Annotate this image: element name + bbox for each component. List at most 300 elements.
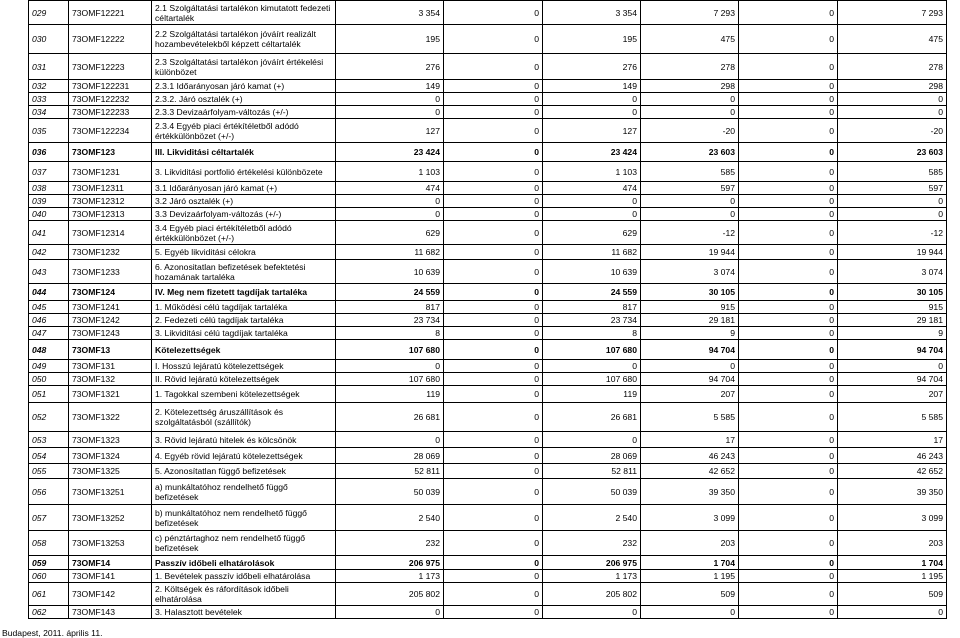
- value-2: 0: [444, 583, 543, 606]
- row-code: 046: [29, 314, 69, 327]
- value-4: 94 704: [641, 340, 739, 360]
- table-row: [29, 386, 947, 403]
- row-id: 73OMF12312: [69, 195, 152, 208]
- value-4: -20: [641, 119, 739, 143]
- value-2: 0: [444, 314, 543, 327]
- value-2: 0: [444, 373, 543, 386]
- value-3: 205 802: [543, 583, 641, 606]
- value-2: 0: [444, 301, 543, 314]
- value-2: 0: [444, 106, 543, 119]
- row-code: 052: [29, 403, 69, 432]
- balance-sheet-table: [28, 0, 947, 619]
- value-5: 0: [739, 54, 838, 80]
- row-label: 2.3.2. Járó osztalék (+): [152, 93, 336, 106]
- table-row: [29, 284, 947, 301]
- value-2: 0: [444, 403, 543, 432]
- value-5: 0: [739, 373, 838, 386]
- value-4: 0: [641, 93, 739, 106]
- value-1: 119: [336, 386, 444, 403]
- value-4: 7 293: [641, 1, 739, 25]
- value-6: 19 944: [838, 245, 947, 260]
- value-6: 597: [838, 182, 947, 195]
- value-3: 24 559: [543, 284, 641, 301]
- row-id: 73OMF142: [69, 583, 152, 606]
- row-id: 73OMF12311: [69, 182, 152, 195]
- value-3: 474: [543, 182, 641, 195]
- value-6: 39 350: [838, 479, 947, 505]
- value-5: 0: [739, 314, 838, 327]
- row-label: 2. Kötelezettség áruszállítások és szolgáltatásból (szállítók): [152, 403, 336, 432]
- value-1: 205 802: [336, 583, 444, 606]
- row-label: 2.1 Szolgáltatási tartalékon kimutatott fedezeti céltartalék: [152, 1, 336, 25]
- value-1: 1 103: [336, 162, 444, 182]
- row-label: 4. Egyéb rövid lejáratú kötelezettségek: [152, 448, 336, 464]
- value-3: 0: [543, 432, 641, 448]
- value-3: 0: [543, 208, 641, 221]
- row-id: 73OMF12314: [69, 221, 152, 245]
- table-row: [29, 606, 947, 619]
- table-row: [29, 260, 947, 284]
- value-2: 0: [444, 119, 543, 143]
- footer-date: Budapest, 2011. április 11.: [2, 628, 103, 638]
- value-3: 8: [543, 327, 641, 340]
- value-5: 0: [739, 143, 838, 162]
- value-5: 0: [739, 556, 838, 570]
- value-5: 0: [739, 119, 838, 143]
- value-2: 0: [444, 195, 543, 208]
- value-5: 0: [739, 432, 838, 448]
- row-label: IV. Meg nem fizetett tagdíjak tartaléka: [152, 284, 336, 301]
- row-label: 2.3.1 Időarányosan járó kamat (+): [152, 80, 336, 93]
- row-label: 6. Azonositatlan befizetések befektetési hozamának tartaléka: [152, 260, 336, 284]
- value-6: 9: [838, 327, 947, 340]
- value-1: 28 069: [336, 448, 444, 464]
- value-5: 0: [739, 80, 838, 93]
- value-3: 28 069: [543, 448, 641, 464]
- row-code: 033: [29, 93, 69, 106]
- row-id: 73OMF1242: [69, 314, 152, 327]
- value-3: 23 734: [543, 314, 641, 327]
- value-1: 0: [336, 106, 444, 119]
- value-4: 585: [641, 162, 739, 182]
- table-row: [29, 143, 947, 162]
- row-id: 73OMF131: [69, 360, 152, 373]
- value-6: 915: [838, 301, 947, 314]
- value-5: 0: [739, 208, 838, 221]
- value-5: 0: [739, 182, 838, 195]
- row-id: 73OMF122231: [69, 80, 152, 93]
- table-row: [29, 106, 947, 119]
- row-code: 037: [29, 162, 69, 182]
- value-1: 23 734: [336, 314, 444, 327]
- value-5: 0: [739, 386, 838, 403]
- value-3: 0: [543, 606, 641, 619]
- value-2: 0: [444, 245, 543, 260]
- row-code: 042: [29, 245, 69, 260]
- row-code: 050: [29, 373, 69, 386]
- row-code: 048: [29, 340, 69, 360]
- row-label: 3.4 Egyéb piaci értékítéletből adódó értékkülönbözet (+/-): [152, 221, 336, 245]
- value-4: 278: [641, 54, 739, 80]
- row-label: 2. Fedezeti célú tagdíjak tartaléka: [152, 314, 336, 327]
- table-row: [29, 432, 947, 448]
- value-3: 0: [543, 360, 641, 373]
- row-label: III. Likviditási céltartalék: [152, 143, 336, 162]
- value-1: 127: [336, 119, 444, 143]
- row-id: 73OMF13252: [69, 505, 152, 531]
- row-id: 73OMF13: [69, 340, 152, 360]
- value-4: 30 105: [641, 284, 739, 301]
- row-id: 73OMF13251: [69, 479, 152, 505]
- value-2: 0: [444, 570, 543, 583]
- row-id: 73OMF124: [69, 284, 152, 301]
- value-6: 23 603: [838, 143, 947, 162]
- row-code: 031: [29, 54, 69, 80]
- row-code: 038: [29, 182, 69, 195]
- row-label: 3.2 Járó osztalék (+): [152, 195, 336, 208]
- table-row: [29, 25, 947, 54]
- value-3: 0: [543, 106, 641, 119]
- value-1: 0: [336, 360, 444, 373]
- value-4: 46 243: [641, 448, 739, 464]
- value-5: 0: [739, 162, 838, 182]
- value-3: 2 540: [543, 505, 641, 531]
- value-4: 3 099: [641, 505, 739, 531]
- row-code: 054: [29, 448, 69, 464]
- table-row: [29, 54, 947, 80]
- value-2: 0: [444, 162, 543, 182]
- value-6: 94 704: [838, 340, 947, 360]
- row-label: c) pénztártaghoz nem rendelhető függő befizetések: [152, 531, 336, 556]
- value-5: 0: [739, 448, 838, 464]
- value-1: 24 559: [336, 284, 444, 301]
- row-code: 040: [29, 208, 69, 221]
- value-5: 0: [739, 260, 838, 284]
- value-4: 509: [641, 583, 739, 606]
- value-6: 0: [838, 93, 947, 106]
- row-label: 3. Likviditási célú tagdíjak tartaléka: [152, 327, 336, 340]
- row-code: 055: [29, 464, 69, 479]
- row-id: 73OMF12222: [69, 25, 152, 54]
- value-1: 0: [336, 208, 444, 221]
- value-5: 0: [739, 245, 838, 260]
- row-id: 73OMF143: [69, 606, 152, 619]
- row-label: 3.1 Időarányosan járó kamat (+): [152, 182, 336, 195]
- value-1: 2 540: [336, 505, 444, 531]
- value-6: 29 181: [838, 314, 947, 327]
- value-6: 1 195: [838, 570, 947, 583]
- value-3: 107 680: [543, 373, 641, 386]
- value-1: 23 424: [336, 143, 444, 162]
- value-5: 0: [739, 25, 838, 54]
- value-4: 19 944: [641, 245, 739, 260]
- row-label: 3. Halasztott bevételek: [152, 606, 336, 619]
- table-row: [29, 570, 947, 583]
- value-4: 0: [641, 606, 739, 619]
- row-code: 057: [29, 505, 69, 531]
- value-3: 195: [543, 25, 641, 54]
- value-6: 0: [838, 106, 947, 119]
- table-row: [29, 314, 947, 327]
- value-1: 11 682: [336, 245, 444, 260]
- table-row: [29, 403, 947, 432]
- value-4: 3 074: [641, 260, 739, 284]
- value-4: 915: [641, 301, 739, 314]
- value-2: 0: [444, 221, 543, 245]
- value-2: 0: [444, 340, 543, 360]
- row-label: 5. Azonosítatlan függő befizetések: [152, 464, 336, 479]
- value-2: 0: [444, 531, 543, 556]
- value-3: 127: [543, 119, 641, 143]
- row-label: 2.2 Szolgáltatási tartalékon jóváírt realizált hozambevételekből képzett céltartalék: [152, 25, 336, 54]
- value-3: 1 103: [543, 162, 641, 182]
- table-row: [29, 340, 947, 360]
- table-row: [29, 448, 947, 464]
- table-row: [29, 505, 947, 531]
- row-code: 049: [29, 360, 69, 373]
- row-code: 051: [29, 386, 69, 403]
- value-1: 0: [336, 93, 444, 106]
- row-label: I. Hosszú lejáratú kötelezettségek: [152, 360, 336, 373]
- row-label: Passzív időbeli elhatárolások: [152, 556, 336, 570]
- value-5: 0: [739, 340, 838, 360]
- value-4: 298: [641, 80, 739, 93]
- value-1: 629: [336, 221, 444, 245]
- value-3: 52 811: [543, 464, 641, 479]
- value-3: 10 639: [543, 260, 641, 284]
- row-label: 1. Működési célú tagdíjak tartaléka: [152, 301, 336, 314]
- row-label: 2.3 Szolgáltatási tartalékon jóváírt értékelési különbözet: [152, 54, 336, 80]
- value-1: 50 039: [336, 479, 444, 505]
- table-row: [29, 327, 947, 340]
- table-row: [29, 119, 947, 143]
- value-6: 1 704: [838, 556, 947, 570]
- value-6: 0: [838, 606, 947, 619]
- value-6: 3 099: [838, 505, 947, 531]
- table-row: [29, 479, 947, 505]
- row-id: 73OMF1324: [69, 448, 152, 464]
- value-3: 1 173: [543, 570, 641, 583]
- value-6: 207: [838, 386, 947, 403]
- row-code: 029: [29, 1, 69, 25]
- table-row: [29, 360, 947, 373]
- row-code: 060: [29, 570, 69, 583]
- value-2: 0: [444, 93, 543, 106]
- row-code: 030: [29, 25, 69, 54]
- value-1: 107 680: [336, 373, 444, 386]
- value-6: 7 293: [838, 1, 947, 25]
- value-5: 0: [739, 1, 838, 25]
- table-row: [29, 373, 947, 386]
- row-id: 73OMF123: [69, 143, 152, 162]
- value-6: 585: [838, 162, 947, 182]
- row-label: 2.3.3 Devizaárfolyam-változás (+/-): [152, 106, 336, 119]
- value-4: 94 704: [641, 373, 739, 386]
- value-3: 232: [543, 531, 641, 556]
- row-id: 73OMF132: [69, 373, 152, 386]
- table-row: [29, 221, 947, 245]
- value-5: 0: [739, 106, 838, 119]
- table-row: [29, 208, 947, 221]
- value-1: 8: [336, 327, 444, 340]
- row-label: Kötelezettségek: [152, 340, 336, 360]
- value-4: 0: [641, 106, 739, 119]
- value-6: 3 074: [838, 260, 947, 284]
- value-2: 0: [444, 327, 543, 340]
- row-code: 041: [29, 221, 69, 245]
- value-1: 52 811: [336, 464, 444, 479]
- value-6: 30 105: [838, 284, 947, 301]
- row-id: 73OMF1323: [69, 432, 152, 448]
- table-row: [29, 1, 947, 25]
- table-row: [29, 464, 947, 479]
- value-4: 17: [641, 432, 739, 448]
- value-4: 9: [641, 327, 739, 340]
- value-4: 597: [641, 182, 739, 195]
- value-3: 629: [543, 221, 641, 245]
- value-1: 474: [336, 182, 444, 195]
- value-5: 0: [739, 195, 838, 208]
- value-2: 0: [444, 606, 543, 619]
- value-2: 0: [444, 479, 543, 505]
- value-2: 0: [444, 1, 543, 25]
- value-5: 0: [739, 505, 838, 531]
- row-id: 73OMF122232: [69, 93, 152, 106]
- value-5: 0: [739, 606, 838, 619]
- table-row: [29, 531, 947, 556]
- table-row: [29, 583, 947, 606]
- value-5: 0: [739, 301, 838, 314]
- value-4: 39 350: [641, 479, 739, 505]
- row-code: 058: [29, 531, 69, 556]
- value-2: 0: [444, 360, 543, 373]
- value-5: 0: [739, 570, 838, 583]
- row-label: II. Rövid lejáratú kötelezettségek: [152, 373, 336, 386]
- value-6: -12: [838, 221, 947, 245]
- row-label: 1. Tagokkal szembeni kötelezettségek: [152, 386, 336, 403]
- row-id: 73OMF1322: [69, 403, 152, 432]
- row-code: 039: [29, 195, 69, 208]
- row-label: b) munkáltatóhoz nem rendelhető függő befizetések: [152, 505, 336, 531]
- value-1: 0: [336, 606, 444, 619]
- value-3: 26 681: [543, 403, 641, 432]
- value-1: 0: [336, 195, 444, 208]
- value-4: 475: [641, 25, 739, 54]
- value-5: 0: [739, 464, 838, 479]
- value-6: 94 704: [838, 373, 947, 386]
- value-2: 0: [444, 54, 543, 80]
- value-1: 149: [336, 80, 444, 93]
- row-id: 73OMF1243: [69, 327, 152, 340]
- value-2: 0: [444, 505, 543, 531]
- row-code: 045: [29, 301, 69, 314]
- row-id: 73OMF1241: [69, 301, 152, 314]
- table-row: [29, 301, 947, 314]
- value-2: 0: [444, 182, 543, 195]
- row-id: 73OMF12221: [69, 1, 152, 25]
- value-1: 195: [336, 25, 444, 54]
- value-5: 0: [739, 327, 838, 340]
- row-code: 034: [29, 106, 69, 119]
- value-6: 0: [838, 195, 947, 208]
- value-4: 42 652: [641, 464, 739, 479]
- value-5: 0: [739, 531, 838, 556]
- row-id: 73OMF122233: [69, 106, 152, 119]
- value-1: 10 639: [336, 260, 444, 284]
- value-2: 0: [444, 386, 543, 403]
- value-2: 0: [444, 260, 543, 284]
- table-row: [29, 195, 947, 208]
- row-id: 73OMF1233: [69, 260, 152, 284]
- value-6: 509: [838, 583, 947, 606]
- row-id: 73OMF13253: [69, 531, 152, 556]
- table-body: [29, 1, 947, 619]
- value-5: 0: [739, 93, 838, 106]
- value-4: 23 603: [641, 143, 739, 162]
- row-id: 73OMF122234: [69, 119, 152, 143]
- value-4: -12: [641, 221, 739, 245]
- row-label: 2.3.4 Egyéb piaci értékítéletből adódó értékkülönbözet (+/-): [152, 119, 336, 143]
- value-2: 0: [444, 556, 543, 570]
- value-1: 206 975: [336, 556, 444, 570]
- value-2: 0: [444, 80, 543, 93]
- value-4: 0: [641, 360, 739, 373]
- value-3: 3 354: [543, 1, 641, 25]
- row-id: 73OMF1325: [69, 464, 152, 479]
- row-label: 3. Rövid lejáratú hitelek és kölcsönök: [152, 432, 336, 448]
- value-2: 0: [444, 25, 543, 54]
- value-4: 207: [641, 386, 739, 403]
- value-3: 206 975: [543, 556, 641, 570]
- value-2: 0: [444, 432, 543, 448]
- value-6: 298: [838, 80, 947, 93]
- value-4: 0: [641, 195, 739, 208]
- value-1: 1 173: [336, 570, 444, 583]
- row-code: 062: [29, 606, 69, 619]
- value-1: 232: [336, 531, 444, 556]
- value-6: -20: [838, 119, 947, 143]
- value-6: 5 585: [838, 403, 947, 432]
- value-3: 0: [543, 93, 641, 106]
- value-6: 278: [838, 54, 947, 80]
- value-6: 42 652: [838, 464, 947, 479]
- row-code: 043: [29, 260, 69, 284]
- row-label: 5. Egyéb likviditási célokra: [152, 245, 336, 260]
- value-2: 0: [444, 208, 543, 221]
- row-id: 73OMF14: [69, 556, 152, 570]
- value-3: 276: [543, 54, 641, 80]
- value-3: 119: [543, 386, 641, 403]
- value-1: 276: [336, 54, 444, 80]
- value-3: 50 039: [543, 479, 641, 505]
- row-id: 73OMF1232: [69, 245, 152, 260]
- table-row: [29, 245, 947, 260]
- value-3: 107 680: [543, 340, 641, 360]
- value-3: 11 682: [543, 245, 641, 260]
- row-id: 73OMF1321: [69, 386, 152, 403]
- row-label: 3. Likviditási portfolió értékelési különbözete: [152, 162, 336, 182]
- row-id: 73OMF141: [69, 570, 152, 583]
- value-1: 107 680: [336, 340, 444, 360]
- value-6: 203: [838, 531, 947, 556]
- value-1: 0: [336, 432, 444, 448]
- value-2: 0: [444, 284, 543, 301]
- value-5: 0: [739, 583, 838, 606]
- row-code: 035: [29, 119, 69, 143]
- value-5: 0: [739, 221, 838, 245]
- value-6: 0: [838, 360, 947, 373]
- value-4: 1 195: [641, 570, 739, 583]
